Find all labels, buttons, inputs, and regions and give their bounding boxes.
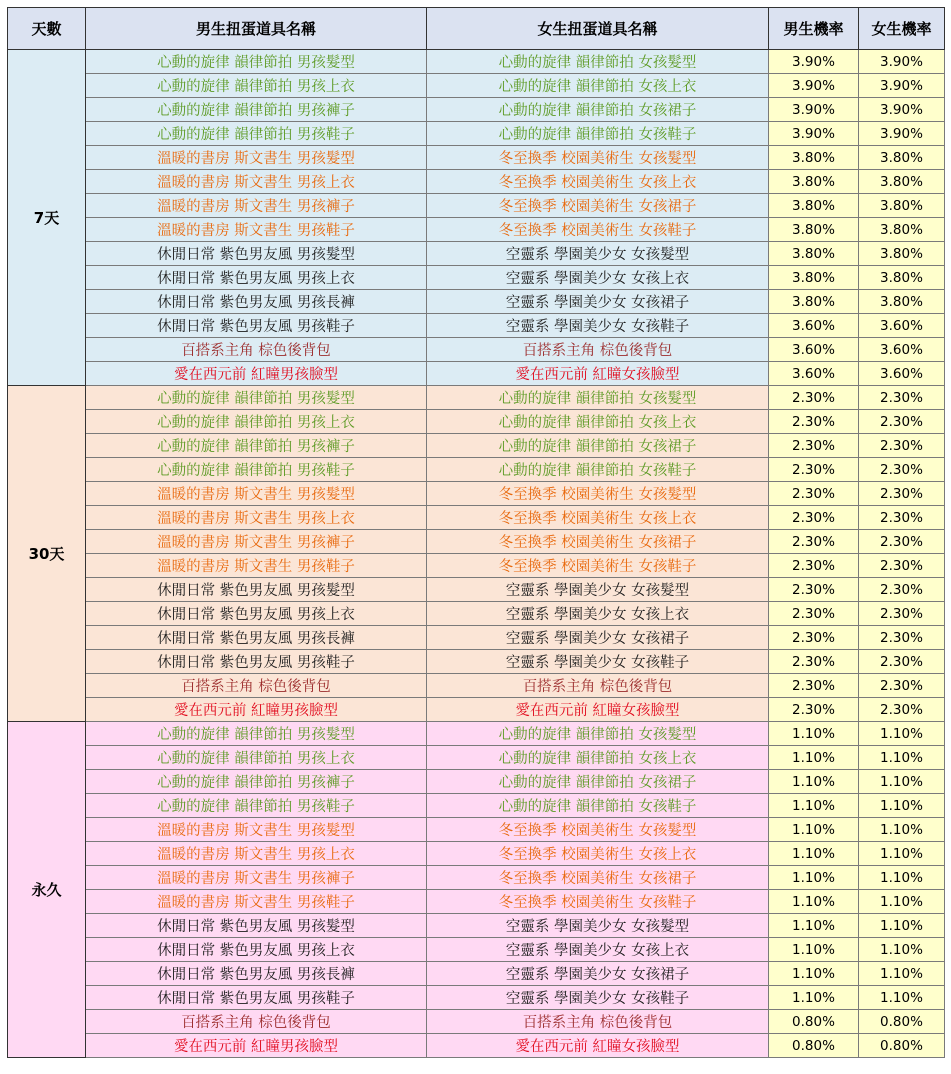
female-item-name: 愛在西元前 紅瞳女孩臉型 bbox=[427, 1034, 769, 1058]
female-rate: 3.80% bbox=[859, 170, 945, 194]
male-item-name: 溫暖的書房 斯文書生 男孩上衣 bbox=[86, 842, 427, 866]
male-rate: 2.30% bbox=[769, 434, 859, 458]
male-item-name: 心動的旋律 韻律節拍 男孩褲子 bbox=[86, 434, 427, 458]
table-row bbox=[8, 482, 945, 506]
male-item-name: 溫暖的書房 斯文書生 男孩褲子 bbox=[86, 866, 427, 890]
male-item-name: 休閒日常 紫色男友風 男孩上衣 bbox=[86, 266, 427, 290]
female-item-name: 百搭系主角 棕色後背包 bbox=[427, 674, 769, 698]
female-rate: 2.30% bbox=[859, 530, 945, 554]
female-item-name: 冬至換季 校園美術生 女孩髮型 bbox=[427, 146, 769, 170]
male-rate: 1.10% bbox=[769, 770, 859, 794]
male-rate: 3.80% bbox=[769, 170, 859, 194]
table-row bbox=[8, 50, 945, 74]
male-rate: 0.80% bbox=[769, 1010, 859, 1034]
female-rate: 3.80% bbox=[859, 194, 945, 218]
table-row bbox=[8, 98, 945, 122]
male-item-name: 百搭系主角 棕色後背包 bbox=[86, 1010, 427, 1034]
male-rate: 2.30% bbox=[769, 506, 859, 530]
male-rate: 1.10% bbox=[769, 962, 859, 986]
male-rate: 2.30% bbox=[769, 410, 859, 434]
table-row bbox=[8, 962, 945, 986]
male-rate: 3.80% bbox=[769, 218, 859, 242]
female-item-name: 心動的旋律 韻律節拍 女孩上衣 bbox=[427, 746, 769, 770]
header-female-rate: 女生機率 bbox=[859, 8, 945, 50]
table-row bbox=[8, 986, 945, 1010]
female-item-name: 心動的旋律 韻律節拍 女孩鞋子 bbox=[427, 122, 769, 146]
female-rate: 1.10% bbox=[859, 842, 945, 866]
table-row bbox=[8, 1010, 945, 1034]
male-rate: 1.10% bbox=[769, 890, 859, 914]
table-row bbox=[8, 842, 945, 866]
male-rate: 2.30% bbox=[769, 602, 859, 626]
female-rate: 1.10% bbox=[859, 818, 945, 842]
male-rate: 2.30% bbox=[769, 482, 859, 506]
table-row bbox=[8, 770, 945, 794]
male-item-name: 休閒日常 紫色男友風 男孩鞋子 bbox=[86, 314, 427, 338]
table-row bbox=[8, 458, 945, 482]
female-rate: 3.90% bbox=[859, 98, 945, 122]
table-row bbox=[8, 170, 945, 194]
female-item-name: 心動的旋律 韻律節拍 女孩上衣 bbox=[427, 410, 769, 434]
male-rate: 3.80% bbox=[769, 242, 859, 266]
header-female-item: 女生扭蛋道具名稱 bbox=[427, 8, 769, 50]
male-rate: 3.80% bbox=[769, 266, 859, 290]
female-rate: 3.80% bbox=[859, 290, 945, 314]
male-item-name: 心動的旋律 韻律節拍 男孩上衣 bbox=[86, 74, 427, 98]
female-item-name: 心動的旋律 韻律節拍 女孩髮型 bbox=[427, 722, 769, 746]
table-row bbox=[8, 122, 945, 146]
group-30-days bbox=[8, 386, 945, 722]
female-item-name: 冬至換季 校園美術生 女孩上衣 bbox=[427, 842, 769, 866]
male-rate: 3.90% bbox=[769, 74, 859, 98]
male-rate: 0.80% bbox=[769, 1034, 859, 1058]
male-item-name: 心動的旋律 韻律節拍 男孩鞋子 bbox=[86, 458, 427, 482]
table-row bbox=[8, 674, 945, 698]
male-rate: 3.80% bbox=[769, 290, 859, 314]
male-item-name: 休閒日常 紫色男友風 男孩長褲 bbox=[86, 290, 427, 314]
male-item-name: 百搭系主角 棕色後背包 bbox=[86, 338, 427, 362]
female-item-name: 空靈系 學園美少女 女孩裙子 bbox=[427, 962, 769, 986]
female-item-name: 心動的旋律 韻律節拍 女孩髮型 bbox=[427, 386, 769, 410]
group-permanent bbox=[8, 722, 945, 1058]
male-item-name: 愛在西元前 紅瞳男孩臉型 bbox=[86, 362, 427, 386]
table-row bbox=[8, 218, 945, 242]
period-label: 7天 bbox=[8, 50, 86, 386]
male-item-name: 溫暖的書房 斯文書生 男孩褲子 bbox=[86, 530, 427, 554]
female-rate: 2.30% bbox=[859, 434, 945, 458]
female-rate: 3.60% bbox=[859, 362, 945, 386]
female-rate: 2.30% bbox=[859, 578, 945, 602]
male-rate: 3.80% bbox=[769, 146, 859, 170]
female-item-name: 冬至換季 校園美術生 女孩鞋子 bbox=[427, 890, 769, 914]
female-rate: 3.60% bbox=[859, 338, 945, 362]
male-item-name: 溫暖的書房 斯文書生 男孩髮型 bbox=[86, 146, 427, 170]
male-rate: 2.30% bbox=[769, 530, 859, 554]
male-item-name: 心動的旋律 韻律節拍 男孩上衣 bbox=[86, 746, 427, 770]
table-row bbox=[8, 506, 945, 530]
female-item-name: 空靈系 學園美少女 女孩鞋子 bbox=[427, 314, 769, 338]
male-item-name: 愛在西元前 紅瞳男孩臉型 bbox=[86, 1034, 427, 1058]
male-item-name: 心動的旋律 韻律節拍 男孩髮型 bbox=[86, 722, 427, 746]
table-row bbox=[8, 578, 945, 602]
group-7-days bbox=[8, 50, 945, 386]
table-row bbox=[8, 266, 945, 290]
table-row bbox=[8, 938, 945, 962]
male-item-name: 溫暖的書房 斯文書生 男孩鞋子 bbox=[86, 890, 427, 914]
male-rate: 1.10% bbox=[769, 986, 859, 1010]
male-item-name: 溫暖的書房 斯文書生 男孩鞋子 bbox=[86, 218, 427, 242]
male-item-name: 休閒日常 紫色男友風 男孩髮型 bbox=[86, 242, 427, 266]
female-item-name: 空靈系 學園美少女 女孩鞋子 bbox=[427, 650, 769, 674]
male-rate: 3.90% bbox=[769, 98, 859, 122]
male-rate: 1.10% bbox=[769, 842, 859, 866]
table-row bbox=[8, 818, 945, 842]
header-male-rate: 男生機率 bbox=[769, 8, 859, 50]
male-rate: 2.30% bbox=[769, 626, 859, 650]
table-row bbox=[8, 386, 945, 410]
table-row bbox=[8, 290, 945, 314]
table-row bbox=[8, 554, 945, 578]
female-rate: 3.90% bbox=[859, 74, 945, 98]
table-row bbox=[8, 410, 945, 434]
female-rate: 1.10% bbox=[859, 746, 945, 770]
female-rate: 1.10% bbox=[859, 770, 945, 794]
female-item-name: 空靈系 學園美少女 女孩裙子 bbox=[427, 290, 769, 314]
female-item-name: 心動的旋律 韻律節拍 女孩裙子 bbox=[427, 434, 769, 458]
female-item-name: 愛在西元前 紅瞳女孩臉型 bbox=[427, 362, 769, 386]
female-item-name: 百搭系主角 棕色後背包 bbox=[427, 1010, 769, 1034]
table-row bbox=[8, 890, 945, 914]
male-item-name: 心動的旋律 韻律節拍 男孩上衣 bbox=[86, 410, 427, 434]
female-rate: 2.30% bbox=[859, 626, 945, 650]
female-rate: 3.60% bbox=[859, 314, 945, 338]
female-item-name: 空靈系 學園美少女 女孩鞋子 bbox=[427, 986, 769, 1010]
table-row bbox=[8, 1034, 945, 1058]
male-rate: 2.30% bbox=[769, 386, 859, 410]
female-rate: 2.30% bbox=[859, 506, 945, 530]
header-male-item: 男生扭蛋道具名稱 bbox=[86, 8, 427, 50]
female-rate: 1.10% bbox=[859, 866, 945, 890]
male-item-name: 休閒日常 紫色男友風 男孩髮型 bbox=[86, 914, 427, 938]
female-item-name: 冬至換季 校園美術生 女孩裙子 bbox=[427, 866, 769, 890]
gacha-probability-table bbox=[7, 7, 945, 1058]
male-rate: 3.90% bbox=[769, 122, 859, 146]
male-item-name: 心動的旋律 韻律節拍 男孩褲子 bbox=[86, 770, 427, 794]
male-rate: 1.10% bbox=[769, 866, 859, 890]
female-rate: 1.10% bbox=[859, 986, 945, 1010]
male-rate: 2.30% bbox=[769, 650, 859, 674]
male-rate: 2.30% bbox=[769, 674, 859, 698]
female-item-name: 冬至換季 校園美術生 女孩鞋子 bbox=[427, 218, 769, 242]
header-days: 天數 bbox=[8, 8, 86, 50]
male-rate: 1.10% bbox=[769, 746, 859, 770]
female-item-name: 冬至換季 校園美術生 女孩髮型 bbox=[427, 482, 769, 506]
male-item-name: 溫暖的書房 斯文書生 男孩鞋子 bbox=[86, 554, 427, 578]
female-rate: 0.80% bbox=[859, 1034, 945, 1058]
male-item-name: 休閒日常 紫色男友風 男孩長褲 bbox=[86, 962, 427, 986]
female-rate: 1.10% bbox=[859, 914, 945, 938]
female-item-name: 空靈系 學園美少女 女孩上衣 bbox=[427, 938, 769, 962]
table-row bbox=[8, 314, 945, 338]
female-rate: 2.30% bbox=[859, 482, 945, 506]
female-rate: 3.80% bbox=[859, 146, 945, 170]
female-item-name: 愛在西元前 紅瞳女孩臉型 bbox=[427, 698, 769, 722]
female-rate: 1.10% bbox=[859, 938, 945, 962]
table-row bbox=[8, 242, 945, 266]
male-item-name: 溫暖的書房 斯文書生 男孩褲子 bbox=[86, 194, 427, 218]
female-item-name: 空靈系 學園美少女 女孩上衣 bbox=[427, 602, 769, 626]
female-rate: 3.90% bbox=[859, 50, 945, 74]
female-rate: 2.30% bbox=[859, 674, 945, 698]
table-row bbox=[8, 362, 945, 386]
female-item-name: 心動的旋律 韻律節拍 女孩髮型 bbox=[427, 50, 769, 74]
female-item-name: 冬至換季 校園美術生 女孩髮型 bbox=[427, 818, 769, 842]
male-item-name: 溫暖的書房 斯文書生 男孩髮型 bbox=[86, 818, 427, 842]
male-item-name: 休閒日常 紫色男友風 男孩長褲 bbox=[86, 626, 427, 650]
male-rate: 1.10% bbox=[769, 938, 859, 962]
male-rate: 1.10% bbox=[769, 794, 859, 818]
table-row bbox=[8, 338, 945, 362]
female-rate: 0.80% bbox=[859, 1010, 945, 1034]
male-rate: 2.30% bbox=[769, 554, 859, 578]
female-rate: 2.30% bbox=[859, 602, 945, 626]
table-row bbox=[8, 914, 945, 938]
table-row bbox=[8, 722, 945, 746]
female-rate: 1.10% bbox=[859, 794, 945, 818]
male-rate: 1.10% bbox=[769, 722, 859, 746]
female-item-name: 心動的旋律 韻律節拍 女孩裙子 bbox=[427, 98, 769, 122]
female-rate: 2.30% bbox=[859, 458, 945, 482]
female-rate: 2.30% bbox=[859, 410, 945, 434]
table-row bbox=[8, 602, 945, 626]
table-row bbox=[8, 434, 945, 458]
table-header bbox=[8, 8, 945, 50]
male-rate: 3.90% bbox=[769, 50, 859, 74]
male-item-name: 心動的旋律 韻律節拍 男孩髮型 bbox=[86, 386, 427, 410]
female-item-name: 冬至換季 校園美術生 女孩裙子 bbox=[427, 530, 769, 554]
female-item-name: 心動的旋律 韻律節拍 女孩鞋子 bbox=[427, 458, 769, 482]
female-rate: 3.90% bbox=[859, 122, 945, 146]
male-rate: 3.60% bbox=[769, 362, 859, 386]
male-item-name: 心動的旋律 韻律節拍 男孩褲子 bbox=[86, 98, 427, 122]
male-item-name: 心動的旋律 韻律節拍 男孩鞋子 bbox=[86, 122, 427, 146]
female-item-name: 空靈系 學園美少女 女孩上衣 bbox=[427, 266, 769, 290]
male-rate: 3.60% bbox=[769, 314, 859, 338]
male-item-name: 休閒日常 紫色男友風 男孩上衣 bbox=[86, 938, 427, 962]
female-rate: 1.10% bbox=[859, 890, 945, 914]
female-rate: 2.30% bbox=[859, 650, 945, 674]
header-row bbox=[8, 8, 945, 50]
female-rate: 2.30% bbox=[859, 698, 945, 722]
female-rate: 3.80% bbox=[859, 266, 945, 290]
female-item-name: 心動的旋律 韻律節拍 女孩裙子 bbox=[427, 770, 769, 794]
male-rate: 2.30% bbox=[769, 698, 859, 722]
female-item-name: 冬至換季 校園美術生 女孩鞋子 bbox=[427, 554, 769, 578]
female-item-name: 空靈系 學園美少女 女孩髮型 bbox=[427, 914, 769, 938]
male-item-name: 休閒日常 紫色男友風 男孩鞋子 bbox=[86, 986, 427, 1010]
female-rate: 1.10% bbox=[859, 722, 945, 746]
male-item-name: 休閒日常 紫色男友風 男孩上衣 bbox=[86, 602, 427, 626]
male-item-name: 溫暖的書房 斯文書生 男孩上衣 bbox=[86, 506, 427, 530]
female-rate: 2.30% bbox=[859, 386, 945, 410]
male-rate: 3.80% bbox=[769, 194, 859, 218]
male-rate: 2.30% bbox=[769, 458, 859, 482]
table-row bbox=[8, 194, 945, 218]
table-row bbox=[8, 746, 945, 770]
female-rate: 2.30% bbox=[859, 554, 945, 578]
table-row bbox=[8, 866, 945, 890]
table-row bbox=[8, 530, 945, 554]
female-item-name: 空靈系 學園美少女 女孩髮型 bbox=[427, 242, 769, 266]
female-rate: 3.80% bbox=[859, 242, 945, 266]
female-item-name: 心動的旋律 韻律節拍 女孩鞋子 bbox=[427, 794, 769, 818]
female-item-name: 空靈系 學園美少女 女孩裙子 bbox=[427, 626, 769, 650]
female-item-name: 空靈系 學園美少女 女孩髮型 bbox=[427, 578, 769, 602]
male-item-name: 愛在西元前 紅瞳男孩臉型 bbox=[86, 698, 427, 722]
male-item-name: 溫暖的書房 斯文書生 男孩上衣 bbox=[86, 170, 427, 194]
male-item-name: 心動的旋律 韻律節拍 男孩髮型 bbox=[86, 50, 427, 74]
table-row bbox=[8, 650, 945, 674]
table-row bbox=[8, 794, 945, 818]
female-rate: 3.80% bbox=[859, 218, 945, 242]
female-item-name: 百搭系主角 棕色後背包 bbox=[427, 338, 769, 362]
period-label: 30天 bbox=[8, 386, 86, 722]
table-row bbox=[8, 698, 945, 722]
table-row bbox=[8, 626, 945, 650]
female-item-name: 心動的旋律 韻律節拍 女孩上衣 bbox=[427, 74, 769, 98]
female-item-name: 冬至換季 校園美術生 女孩上衣 bbox=[427, 170, 769, 194]
table-row bbox=[8, 74, 945, 98]
male-item-name: 休閒日常 紫色男友風 男孩鞋子 bbox=[86, 650, 427, 674]
male-rate: 2.30% bbox=[769, 578, 859, 602]
male-rate: 3.60% bbox=[769, 338, 859, 362]
male-rate: 1.10% bbox=[769, 914, 859, 938]
male-item-name: 百搭系主角 棕色後背包 bbox=[86, 674, 427, 698]
male-item-name: 休閒日常 紫色男友風 男孩髮型 bbox=[86, 578, 427, 602]
male-rate: 1.10% bbox=[769, 818, 859, 842]
female-item-name: 冬至換季 校園美術生 女孩上衣 bbox=[427, 506, 769, 530]
period-label: 永久 bbox=[8, 722, 86, 1058]
table-row bbox=[8, 146, 945, 170]
female-rate: 1.10% bbox=[859, 962, 945, 986]
male-item-name: 溫暖的書房 斯文書生 男孩髮型 bbox=[86, 482, 427, 506]
male-item-name: 心動的旋律 韻律節拍 男孩鞋子 bbox=[86, 794, 427, 818]
female-item-name: 冬至換季 校園美術生 女孩裙子 bbox=[427, 194, 769, 218]
